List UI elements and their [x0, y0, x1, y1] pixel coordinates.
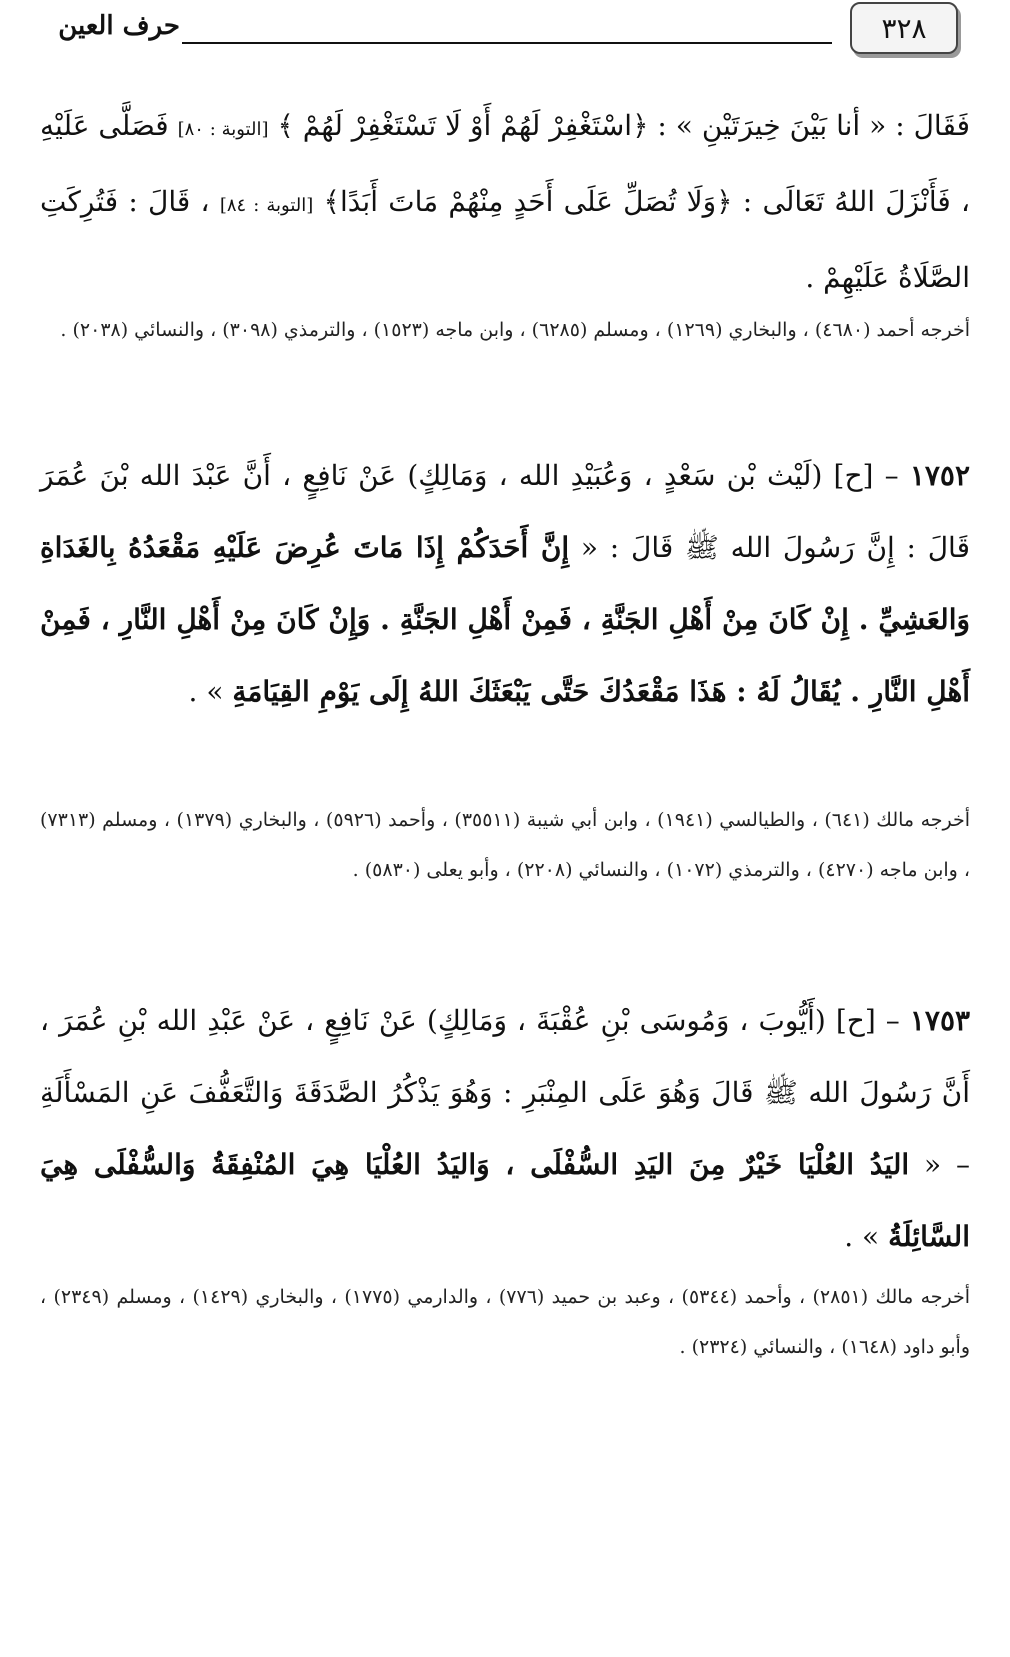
hadith-1753	[40, 985, 970, 1273]
hadith-number: ١٧٥٣	[909, 1004, 971, 1037]
hadith-1752	[40, 440, 970, 728]
paragraph-text: ، قَالَ : فَتُرِكَتِ الصَّلَاةُ عَلَيْهِمْ .	[40, 185, 970, 294]
takhrij-note: أخرجه أحمد (٤٦٨٠) ، والبخاري (١٢٦٩) ، ومسلم (٦٢٨٥) ، وابن ماجه (١٥٢٣) ، والترمذي (٣٠٩٨) ، والنسائي (٢٠٣٨) .	[60, 319, 970, 341]
page-header	[0, 0, 1010, 70]
hadith-ending: » .	[844, 1220, 880, 1253]
takhrij-note: أخرجه مالك (٦٤١) ، والطيالسي (١٩٤١) ، وابن أبي شيبة (٣٥٥١١) ، وأحمد (٥٩٢٦) ، والبخاري (١٣٧٩) ، ومسلم (٧٣١٣) ، وابن ماجه (٤٢٧٠) ، والترمذي (١٠٧٢) ، والنسائي (٢٢٠٨) ، وأبو يعلى (٥٨٣٠) .	[40, 809, 971, 881]
paragraph-continuation	[40, 90, 970, 314]
quran-reference: [التوبة : ٨٤]	[219, 195, 314, 216]
hadith-matn: إِنَّ أَحَدَكُمْ إِذَا مَاتَ عُرِضَ عَلَيْهِ مَقْعَدُهُ بِالغَدَاةِ وَالعَشِيِّ . إِنْ كَانَ مِنْ أَهْلِ الجَنَّةِ ، فَمِنْ أَهْلِ الجَنَّةِ . وَإِنْ كَانَ مِنْ أَهْلِ النَّارِ ، فَمِنْ أَهْلِ النَّارِ . يُقَالُ لَهُ : هَذَا مَقْعَدُكَ حَتَّى يَبْعَثَكَ اللهُ إِلَى يَوْمِ القِيَامَةِ	[40, 531, 970, 708]
hadith-ending: » .	[188, 675, 224, 708]
hadith-isnad: – [ح] (لَيْث بْن سَعْدٍ ، وَعُبَيْدِ الله ، وَمَالِكٍ) عَنْ نَافِعٍ ، أَنَّ عَبْدَ الله بْنَ عُمَرَ قَالَ : إِنَّ رَسُولَ الله ﷺ قَالَ : «	[40, 459, 970, 564]
takhrij-note: أخرجه مالك (٢٨٥١) ، وأحمد (٥٣٤٤) ، وعبد بن حميد (٧٧٦) ، والدارمي (١٧٧٥) ، والبخاري (١٤٢٩) ، ومسلم (٢٣٤٩) ، وأبو داود (١٦٤٨) ، والنسائي (٢٣٢٤) .	[40, 1286, 971, 1358]
hadith-number: ١٧٥٢	[909, 459, 970, 492]
hadith-matn: اليَدُ العُلْيَا خَيْرٌ مِنَ اليَدِ السُّفْلَى ، وَاليَدُ العُلْيَا هِيَ المُنْفِقَةُ وَالسُّفْلَى هِيَ السَّائِلَةُ	[40, 1148, 970, 1253]
page-number: ٣٢٨	[850, 2, 958, 54]
chapter-title: حرف العين	[58, 11, 180, 41]
paragraph-text: فَقَالَ : « أنا بَيْنَ خِيرَتَيْنِ » : ﴿اسْتَغْفِرْ لَهُمْ أَوْ لَا تَسْتَغْفِرْ لَهُمْ ﴾	[277, 109, 970, 142]
header-rule	[182, 42, 832, 44]
quran-reference: [التوبة : ٨٠]	[177, 119, 269, 140]
hadith-isnad: – [ح] (أَيُّوبَ ، وَمُوسَى بْنِ عُقْبَةَ ، وَمَالِكٍ) عَنْ نَافِعٍ ، عَنْ عَبْدِ الله بْنِ عُمَرَ ، أَنَّ رَسُولَ الله ﷺ قَالَ وَهُوَ عَلَى المِنْبَرِ : وَهُوَ يَذْكُرُ الصَّدَقَةَ وَالتَّعَفُّفَ عَنِ المَسْأَلَةِ – «	[40, 1004, 971, 1181]
paragraph-text: فَصَلَّى عَلَيْهِ ، فَأَنْزَلَ اللهُ تَعَالَى : ﴿وَلَا تُصَلِّ عَلَى أَحَدٍ مِنْهُمْ مَاتَ أَبَدًا﴾	[40, 109, 971, 218]
